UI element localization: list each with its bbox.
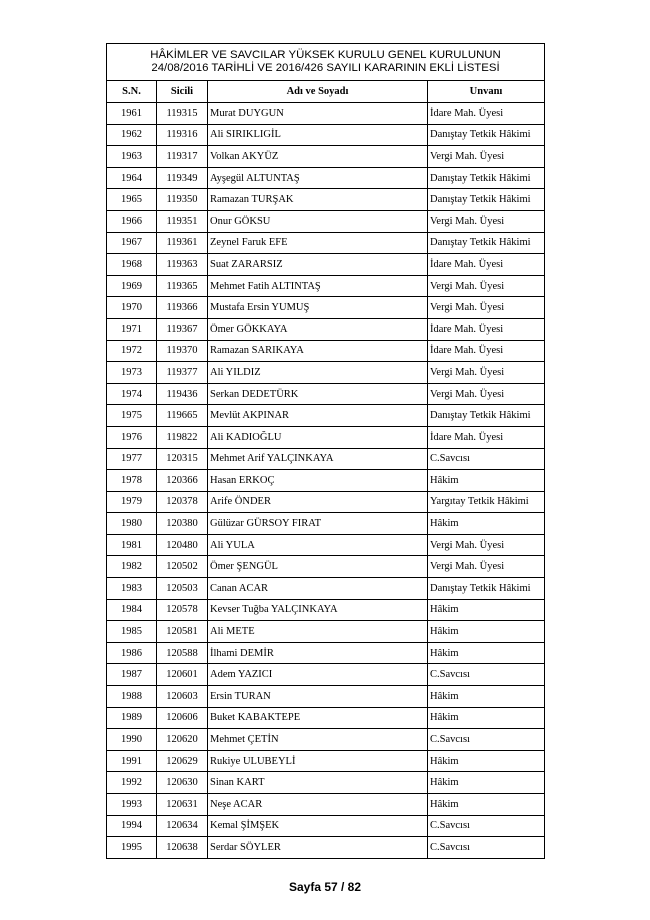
cell-sicil: 120378 <box>157 491 208 513</box>
cell-name: Mustafa Ersin YUMUŞ <box>208 297 428 319</box>
table-row <box>107 815 545 837</box>
cell-sn: 1967 <box>107 232 157 254</box>
cell-name: Mehmet Arif YALÇINKAYA <box>208 448 428 470</box>
cell-sicil: 119351 <box>157 210 208 232</box>
cell-unvan: C.Savcısı <box>428 815 545 837</box>
table-row <box>107 146 545 168</box>
cell-unvan: İdare Mah. Üyesi <box>428 340 545 362</box>
cell-unvan: Vergi Mah. Üyesi <box>428 556 545 578</box>
cell-name: Ömer ŞENGÜL <box>208 556 428 578</box>
cell-sn: 1992 <box>107 772 157 794</box>
table-row <box>107 405 545 427</box>
cell-unvan: İdare Mah. Üyesi <box>428 318 545 340</box>
cell-sicil: 119822 <box>157 426 208 448</box>
cell-unvan: Hâkim <box>428 621 545 643</box>
table-row <box>107 707 545 729</box>
page-number: Sayfa 57 / 82 <box>288 880 362 894</box>
cell-sn: 1965 <box>107 189 157 211</box>
cell-sn: 1993 <box>107 794 157 816</box>
cell-name: Gülüzar GÜRSOY FIRAT <box>208 513 428 535</box>
cell-sn: 1963 <box>107 146 157 168</box>
cell-unvan: C.Savcısı <box>428 664 545 686</box>
cell-unvan: Hâkim <box>428 750 545 772</box>
cell-unvan: C.Savcısı <box>428 837 545 859</box>
cell-sicil: 119316 <box>157 124 208 146</box>
cell-sicil: 120601 <box>157 664 208 686</box>
cell-sn: 1985 <box>107 621 157 643</box>
table-row <box>107 664 545 686</box>
cell-sn: 1964 <box>107 167 157 189</box>
cell-sicil: 119365 <box>157 275 208 297</box>
table-row <box>107 578 545 600</box>
table-row <box>107 686 545 708</box>
cell-sn: 1982 <box>107 556 157 578</box>
table-row <box>107 750 545 772</box>
cell-unvan: Hâkim <box>428 642 545 664</box>
cell-unvan: Danıştay Tetkik Hâkimi <box>428 405 545 427</box>
cell-name: Ersin TURAN <box>208 686 428 708</box>
cell-name: Ayşegül ALTUNTAŞ <box>208 167 428 189</box>
cell-name: Ali KADIOĞLU <box>208 426 428 448</box>
table-row <box>107 491 545 513</box>
cell-sicil: 120578 <box>157 599 208 621</box>
cell-sicil: 120380 <box>157 513 208 535</box>
cell-unvan: Danıştay Tetkik Hâkimi <box>428 232 545 254</box>
cell-unvan: İdare Mah. Üyesi <box>428 254 545 276</box>
table-row <box>107 599 545 621</box>
table-row <box>107 275 545 297</box>
cell-sn: 1980 <box>107 513 157 535</box>
cell-name: Kemal ŞİMŞEK <box>208 815 428 837</box>
cell-unvan: İdare Mah. Üyesi <box>428 103 545 125</box>
cell-name: İlhami DEMİR <box>208 642 428 664</box>
cell-sn: 1994 <box>107 815 157 837</box>
cell-sicil: 120630 <box>157 772 208 794</box>
cell-unvan: İdare Mah. Üyesi <box>428 426 545 448</box>
table-row <box>107 340 545 362</box>
table-row <box>107 837 545 859</box>
cell-sicil: 120503 <box>157 578 208 600</box>
cell-sicil: 120315 <box>157 448 208 470</box>
column-header-name: Adı ve Soyadı <box>208 81 428 103</box>
cell-name: Mevlüt AKPINAR <box>208 405 428 427</box>
cell-name: Zeynel Faruk EFE <box>208 232 428 254</box>
cell-sn: 1991 <box>107 750 157 772</box>
table-row <box>107 189 545 211</box>
cell-unvan: Vergi Mah. Üyesi <box>428 275 545 297</box>
table-row <box>107 383 545 405</box>
cell-sn: 1973 <box>107 362 157 384</box>
cell-name: Murat DUYGUN <box>208 103 428 125</box>
table-row <box>107 318 545 340</box>
cell-sicil: 120638 <box>157 837 208 859</box>
cell-sn: 1961 <box>107 103 157 125</box>
cell-unvan: Hâkim <box>428 470 545 492</box>
cell-sn: 1977 <box>107 448 157 470</box>
cell-name: Ramazan TURŞAK <box>208 189 428 211</box>
cell-sn: 1962 <box>107 124 157 146</box>
cell-sicil: 119367 <box>157 318 208 340</box>
table-row <box>107 513 545 535</box>
cell-sn: 1986 <box>107 642 157 664</box>
column-header-sn: S.N. <box>107 81 157 103</box>
cell-name: Neşe ACAR <box>208 794 428 816</box>
cell-unvan: Vergi Mah. Üyesi <box>428 534 545 556</box>
table-row <box>107 534 545 556</box>
cell-name: Onur GÖKSU <box>208 210 428 232</box>
cell-name: Ali YILDIZ <box>208 362 428 384</box>
cell-name: Serkan DEDETÜRK <box>208 383 428 405</box>
cell-name: Adem YAZICI <box>208 664 428 686</box>
cell-sn: 1995 <box>107 837 157 859</box>
cell-sicil: 119317 <box>157 146 208 168</box>
cell-unvan: Hâkim <box>428 772 545 794</box>
cell-unvan: Hâkim <box>428 599 545 621</box>
cell-sicil: 120631 <box>157 794 208 816</box>
table-row <box>107 556 545 578</box>
header-row <box>107 81 545 103</box>
table-row <box>107 642 545 664</box>
cell-sicil: 119363 <box>157 254 208 276</box>
table-row <box>107 448 545 470</box>
cell-unvan: Danıştay Tetkik Hâkimi <box>428 189 545 211</box>
cell-sicil: 119361 <box>157 232 208 254</box>
column-header-unvan: Unvanı <box>428 81 545 103</box>
table-row <box>107 794 545 816</box>
cell-unvan: Danıştay Tetkik Hâkimi <box>428 167 545 189</box>
cell-name: Mehmet Fatih ALTINTAŞ <box>208 275 428 297</box>
cell-sn: 1971 <box>107 318 157 340</box>
cell-sicil: 119315 <box>157 103 208 125</box>
cell-sicil: 120480 <box>157 534 208 556</box>
cell-sicil: 119377 <box>157 362 208 384</box>
cell-sicil: 120629 <box>157 750 208 772</box>
table-row <box>107 103 545 125</box>
table-row <box>107 124 545 146</box>
title-line-1: HÂKİMLER VE SAVCILAR YÜKSEK KURULU GENEL KURULUNUN <box>150 49 501 61</box>
cell-unvan: Hâkim <box>428 707 545 729</box>
cell-unvan: Vergi Mah. Üyesi <box>428 362 545 384</box>
cell-name: Volkan AKYÜZ <box>208 146 428 168</box>
cell-sn: 1978 <box>107 470 157 492</box>
cell-sn: 1968 <box>107 254 157 276</box>
cell-name: Ali SIRIKLIGİL <box>208 124 428 146</box>
cell-sn: 1987 <box>107 664 157 686</box>
cell-sn: 1989 <box>107 707 157 729</box>
cell-sn: 1966 <box>107 210 157 232</box>
table-row <box>107 167 545 189</box>
cell-name: Ramazan SARIKAYA <box>208 340 428 362</box>
cell-unvan: Hâkim <box>428 513 545 535</box>
cell-sicil: 120606 <box>157 707 208 729</box>
cell-name: Serdar SÖYLER <box>208 837 428 859</box>
table-row <box>107 362 545 384</box>
cell-sicil: 119665 <box>157 405 208 427</box>
cell-sn: 1975 <box>107 405 157 427</box>
cell-sicil: 120581 <box>157 621 208 643</box>
cell-name: Buket KABAKTEPE <box>208 707 428 729</box>
cell-sn: 1981 <box>107 534 157 556</box>
cell-name: Arife ÖNDER <box>208 491 428 513</box>
cell-name: Kevser Tuğba YALÇINKAYA <box>208 599 428 621</box>
document-title <box>107 44 545 81</box>
table-row <box>107 297 545 319</box>
cell-name: Mehmet ÇETİN <box>208 729 428 751</box>
cell-unvan: Danıştay Tetkik Hâkimi <box>428 124 545 146</box>
cell-name: Sinan KART <box>208 772 428 794</box>
cell-sn: 1990 <box>107 729 157 751</box>
cell-unvan: C.Savcısı <box>428 729 545 751</box>
cell-sicil: 120588 <box>157 642 208 664</box>
cell-unvan: Vergi Mah. Üyesi <box>428 297 545 319</box>
cell-sicil: 120634 <box>157 815 208 837</box>
cell-sicil: 119349 <box>157 167 208 189</box>
table-row <box>107 426 545 448</box>
cell-sicil: 119366 <box>157 297 208 319</box>
cell-name: Hasan ERKOÇ <box>208 470 428 492</box>
cell-sn: 1984 <box>107 599 157 621</box>
cell-name: Ali METE <box>208 621 428 643</box>
cell-sn: 1976 <box>107 426 157 448</box>
cell-unvan: Vergi Mah. Üyesi <box>428 146 545 168</box>
cell-sn: 1983 <box>107 578 157 600</box>
cell-sicil: 119436 <box>157 383 208 405</box>
cell-unvan: Yargıtay Tetkik Hâkimi <box>428 491 545 513</box>
cell-sn: 1972 <box>107 340 157 362</box>
cell-sn: 1969 <box>107 275 157 297</box>
cell-unvan: Hâkim <box>428 794 545 816</box>
table-row <box>107 621 545 643</box>
table-row <box>107 254 545 276</box>
cell-name: Ömer GÖKKAYA <box>208 318 428 340</box>
cell-name: Rukiye ULUBEYLİ <box>208 750 428 772</box>
column-header-sicil: Sicili <box>157 81 208 103</box>
cell-name: Canan ACAR <box>208 578 428 600</box>
cell-unvan: C.Savcısı <box>428 448 545 470</box>
table-row <box>107 772 545 794</box>
table-row <box>107 210 545 232</box>
cell-unvan: Danıştay Tetkik Hâkimi <box>428 578 545 600</box>
table-row <box>107 729 545 751</box>
title-row <box>107 44 545 81</box>
table-body <box>107 44 545 859</box>
cell-unvan: Vergi Mah. Üyesi <box>428 383 545 405</box>
table-row <box>107 232 545 254</box>
cell-sn: 1970 <box>107 297 157 319</box>
cell-sicil: 120620 <box>157 729 208 751</box>
cell-name: Suat ZARARSIZ <box>208 254 428 276</box>
title-line-2: 24/08/2016 TARİHLİ VE 2016/426 SAYILI KARARININ EKLİ LİSTESİ <box>151 62 500 74</box>
cell-sicil: 119350 <box>157 189 208 211</box>
cell-sicil: 120603 <box>157 686 208 708</box>
personnel-table <box>106 43 545 859</box>
cell-unvan: Hâkim <box>428 686 545 708</box>
cell-sn: 1979 <box>107 491 157 513</box>
cell-sicil: 120366 <box>157 470 208 492</box>
cell-name: Ali YULA <box>208 534 428 556</box>
cell-sicil: 120502 <box>157 556 208 578</box>
table-row <box>107 470 545 492</box>
cell-sn: 1988 <box>107 686 157 708</box>
cell-unvan: Vergi Mah. Üyesi <box>428 210 545 232</box>
cell-sicil: 119370 <box>157 340 208 362</box>
cell-sn: 1974 <box>107 383 157 405</box>
